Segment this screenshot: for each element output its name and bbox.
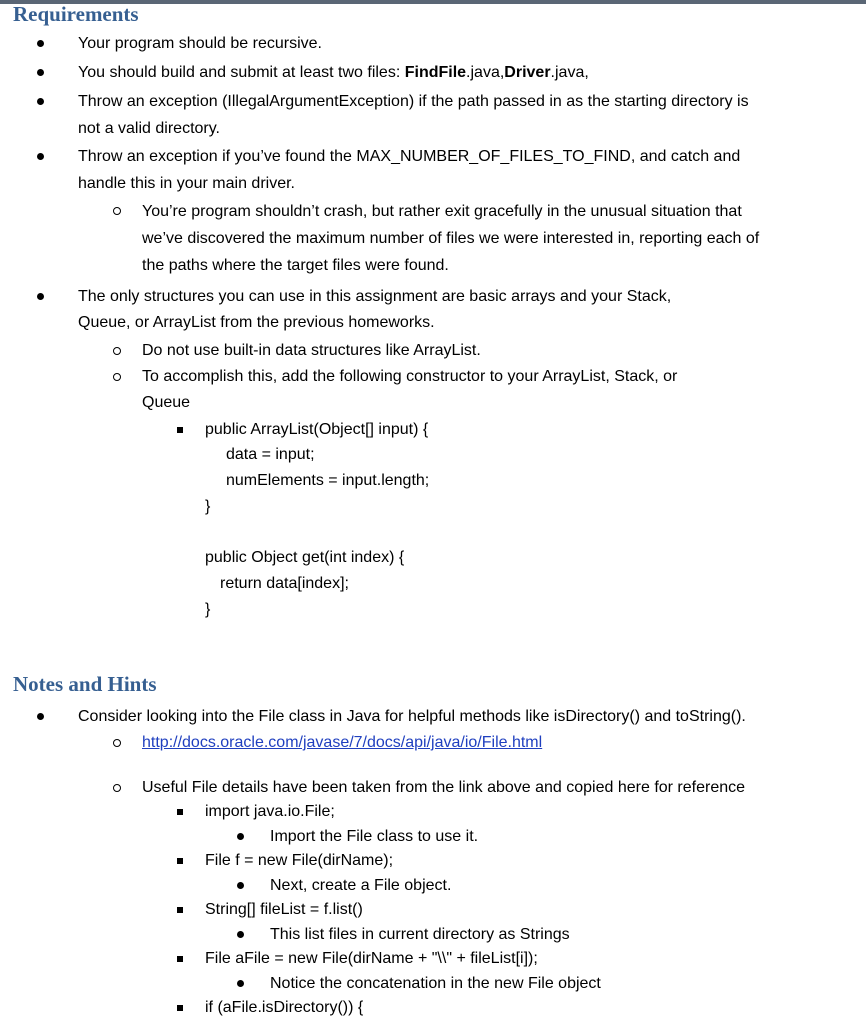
notes-heading: Notes and Hints: [13, 672, 157, 696]
bullet-circle: [113, 373, 121, 381]
req-subitem-crash-line1: You’re program shouldn’t crash, but rather exit gracefully in the unusual situation that: [142, 203, 742, 220]
req-files-ext1: .java,: [466, 64, 505, 81]
req-item-structures-line2: Queue, or ArrayList from the previous homeworks.: [78, 314, 435, 331]
note-import: Import the File class to use it.: [270, 828, 479, 845]
requirements-heading: Requirements: [13, 2, 139, 26]
req-subitem-crash-line2: we’ve discovered the maximum number of files we were interested in, reporting each of: [142, 230, 760, 247]
note-new-file: Next, create a File object.: [270, 877, 452, 894]
bullet-disc: [37, 98, 44, 105]
note-concatenation: Notice the concatenation in the new File object: [270, 975, 601, 992]
driver-name: Driver: [504, 64, 551, 81]
req-item-exception-line2: not a valid directory.: [78, 120, 220, 137]
bullet-circle: [113, 784, 121, 792]
bullet-circle: [113, 739, 121, 747]
code-afile: File aFile = new File(dirName + "\\" + fileList[i]);: [205, 950, 538, 967]
bullet-circle: [113, 207, 121, 215]
req-item-structures-line1: The only structures you can use in this assignment are basic arrays and your Stack,: [78, 288, 672, 305]
code-close-brace: }: [205, 498, 211, 515]
code-return: return data[index];: [220, 575, 349, 592]
code-new-file: File f = new File(dirName);: [205, 852, 394, 869]
req-subitem-constructor-line1: To accomplish this, add the following constructor to your ArrayList, Stack, or: [142, 368, 678, 385]
req-item-exception-line1: Throw an exception (IllegalArgumentException) if the path passed in as the starting directory is: [78, 93, 749, 110]
bullet-disc: [37, 69, 44, 76]
bullet-disc: [37, 153, 44, 160]
notes-subitem-details: Useful File details have been taken from the link above and copied here for reference: [142, 779, 746, 796]
req-files-ext2: .java,: [550, 64, 589, 81]
code-data-assign: data = input;: [226, 446, 315, 463]
note-file-list: This list files in current directory as Strings: [270, 926, 570, 943]
code-constructor-signature: public ArrayList(Object[] input) {: [205, 421, 429, 438]
bullet-disc: [37, 293, 44, 300]
bullet-disc: [37, 40, 44, 47]
findfile-name: FindFile: [404, 64, 467, 81]
bullet-disc: [237, 980, 244, 987]
bullet-square: [177, 907, 183, 913]
code-file-list: String[] fileList = f.list(): [205, 901, 363, 918]
code-close-brace: }: [205, 601, 211, 618]
bullet-square: [177, 858, 183, 864]
code-is-directory: if (aFile.isDirectory()) {: [205, 999, 364, 1016]
bullet-disc: [237, 931, 244, 938]
req-item-recursive: Your program should be recursive.: [78, 35, 322, 52]
req-item-max-line2: handle this in your main driver.: [78, 175, 295, 192]
req-subitem-crash-line3: the paths where the target files were found.: [142, 257, 449, 274]
bullet-square: [177, 956, 183, 962]
bullet-circle: [113, 347, 121, 355]
req-files-text: You should build and submit at least two files:: [78, 64, 405, 81]
bullet-disc: [37, 713, 44, 720]
bullet-square: [177, 809, 183, 815]
req-subitem-constructor-line2: Queue: [142, 394, 191, 411]
bullet-square: [177, 427, 183, 433]
req-subitem-no-builtin: Do not use built-in data structures like ArrayList.: [142, 342, 481, 359]
code-num-elements: numElements = input.length;: [226, 472, 430, 489]
bullet-disc: [237, 882, 244, 889]
req-item-files: [78, 62, 589, 84]
code-get-signature: public Object get(int index) {: [205, 549, 405, 566]
code-import: import java.io.File;: [205, 803, 335, 820]
bullet-square: [177, 1005, 183, 1011]
notes-item-file-class: Consider looking into the File class in Java for helpful methods like isDirectory() and toString().: [78, 708, 746, 725]
bullet-disc: [237, 833, 244, 840]
file-docs-link[interactable]: http://docs.oracle.com/javase/7/docs/api/java/io/File.html: [142, 734, 543, 751]
req-item-max-line1: Throw an exception if you’ve found the MAX_NUMBER_OF_FILES_TO_FIND, and catch and: [78, 148, 741, 165]
